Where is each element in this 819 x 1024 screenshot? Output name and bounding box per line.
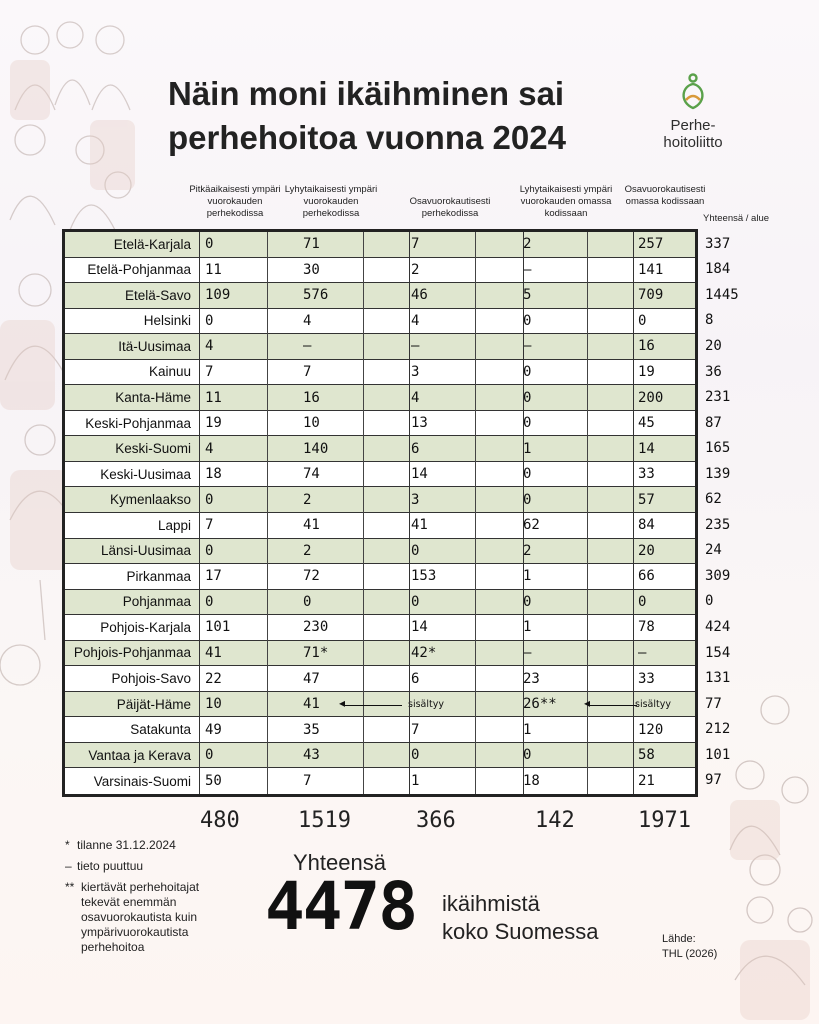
table-cell: 0	[523, 312, 532, 329]
row-total: 212	[705, 721, 731, 738]
table-cell: –	[523, 261, 532, 278]
table-cell: 45	[638, 415, 655, 432]
region-name: Kainuu	[148, 364, 191, 380]
row-total: 77	[705, 695, 722, 712]
table-cell: 0	[638, 312, 647, 329]
row-total: 184	[705, 261, 731, 278]
table-cell: 120	[638, 721, 664, 738]
table-cell: 35	[303, 721, 320, 738]
row-total: 309	[705, 567, 731, 584]
column-divider	[363, 232, 364, 794]
table-cell: 41	[303, 517, 320, 534]
table-cell: 0	[205, 491, 214, 508]
table-cell: 1	[523, 568, 532, 585]
region-name: Etelä-Savo	[124, 287, 191, 303]
table-row	[65, 768, 695, 794]
table-cell: 42*	[411, 644, 437, 661]
region-name: Päijät-Häme	[116, 696, 191, 712]
grand-total-label: Yhteensä	[293, 850, 386, 875]
table-cell: 62	[523, 517, 540, 534]
table-cell: 18	[205, 466, 222, 483]
table-cell: 71	[303, 236, 320, 253]
table-row	[65, 641, 695, 667]
row-total: 231	[705, 389, 731, 406]
table-cell: 4	[303, 312, 312, 329]
table-cell: 58	[638, 747, 655, 764]
table-cell: 6	[411, 440, 420, 457]
row-total: 154	[705, 644, 731, 661]
legend	[65, 838, 235, 961]
region-name: Etelä-Pohjanmaa	[87, 262, 191, 278]
table-cell: 41	[411, 517, 428, 534]
row-total: 337	[705, 235, 731, 252]
table-cell: 1	[523, 440, 532, 457]
row-total: 36	[705, 363, 722, 380]
legend-symbol: **	[65, 880, 75, 894]
table-cell: –	[523, 338, 532, 355]
region-name: Keski-Suomi	[115, 441, 191, 457]
row-total: 165	[705, 440, 731, 457]
grand-total-text-line1: ikäihmistä	[442, 891, 540, 916]
region-name: Länsi-Uusimaa	[100, 543, 191, 559]
column-divider	[409, 232, 410, 794]
row-total: 20	[705, 337, 722, 354]
region-name: Keski-Uusimaa	[100, 466, 191, 482]
table-cell: 0	[205, 747, 214, 764]
table-cell: 16	[638, 338, 655, 355]
table-cell: 2	[303, 491, 312, 508]
grand-total-text-line2: koko Suomessa	[442, 919, 599, 944]
grand-total-value: 4478	[265, 868, 416, 945]
table-row	[65, 258, 695, 284]
table-cell: 2	[523, 236, 532, 253]
table-cell: 21	[638, 773, 655, 790]
row-total: 235	[705, 516, 731, 533]
table-cell: 0	[411, 542, 420, 559]
table-cell: 709	[638, 287, 664, 304]
column-total: 366	[416, 808, 456, 833]
table-row	[65, 615, 695, 641]
table-cell: 0	[523, 363, 532, 380]
table-row	[65, 411, 695, 437]
table-cell: 3	[411, 491, 420, 508]
table-row	[65, 436, 695, 462]
table-cell: 4	[411, 389, 420, 406]
table-cell: sisältyy	[635, 698, 671, 710]
table-row	[65, 666, 695, 692]
table-cell: 0	[523, 747, 532, 764]
table-cell: 46	[411, 287, 428, 304]
elderly-people-illustration-right	[720, 680, 819, 1024]
column-divider	[587, 232, 588, 794]
table-cell: 0	[523, 415, 532, 432]
table-row	[65, 487, 695, 513]
table-cell: 3	[411, 363, 420, 380]
table-cell: 47	[303, 670, 320, 687]
table-row	[65, 590, 695, 616]
table-cell: 14	[411, 466, 428, 483]
table-row	[65, 513, 695, 539]
column-header-5: Osavuorokautisesti omassa kodissaan	[624, 184, 706, 207]
table-cell: 0	[523, 466, 532, 483]
table-cell: 2	[411, 261, 420, 278]
table-cell: 10	[303, 415, 320, 432]
table-cell: 2	[303, 542, 312, 559]
data-table	[62, 229, 698, 797]
table-cell: 7	[303, 363, 312, 380]
table-cell: 0	[303, 593, 312, 610]
table-row	[65, 360, 695, 386]
table-cell: 84	[638, 517, 655, 534]
arrow-left-icon	[339, 695, 402, 710]
table-cell: 20	[638, 542, 655, 559]
column-header-4: Lyhytaikaisesti ympäri vuorokauden omassa kodissaan	[519, 184, 613, 219]
table-cell: –	[411, 338, 420, 355]
column-total: 480	[200, 808, 240, 833]
table-cell: 7	[205, 517, 214, 534]
region-name: Itä-Uusimaa	[118, 338, 191, 354]
table-cell: 101	[205, 619, 231, 636]
table-cell: 14	[638, 440, 655, 457]
table-cell: sisältyy	[408, 698, 444, 710]
total-column-header: Yhteensä / alue	[703, 213, 770, 224]
legend-symbol: –	[65, 859, 72, 873]
perhehoitoliitto-logo-icon	[674, 72, 712, 112]
region-name: Etelä-Karjala	[113, 236, 191, 252]
table-cell: 23	[523, 670, 540, 687]
legend-item-rotating-caregivers	[65, 880, 235, 955]
table-cell: 0	[523, 593, 532, 610]
table-cell: 17	[205, 568, 222, 585]
logo-text-line1: Perhe-	[670, 117, 716, 134]
column-divider	[267, 232, 268, 794]
grand-total-text	[442, 890, 599, 946]
legend-text: kiertävät perhehoitajat tekevät enemmän osavuorokautista kuin ympärivuorokautista perhehoitoa	[81, 880, 200, 954]
row-total: 1445	[705, 286, 739, 303]
table-cell: 74	[303, 466, 320, 483]
region-name: Pohjois-Pohjanmaa	[73, 645, 191, 661]
table-cell: 0	[205, 312, 214, 329]
table-row	[65, 462, 695, 488]
row-total: 131	[705, 670, 731, 687]
table-cell: 0	[205, 593, 214, 610]
row-total: 424	[705, 618, 731, 635]
region-name: Vantaa ja Kerava	[88, 747, 191, 763]
table-cell: 141	[638, 261, 664, 278]
column-total: 1519	[298, 808, 351, 833]
table-cell: 7	[411, 721, 420, 738]
table-cell: 109	[205, 287, 231, 304]
table-cell: 200	[638, 389, 664, 406]
column-header-2: Lyhytaikaisesti ympäri vuorokauden perhekodissa	[284, 184, 378, 219]
legend-text: tilanne 31.12.2024	[77, 838, 176, 852]
table-cell: 0	[638, 593, 647, 610]
table-cell: 10	[205, 696, 222, 713]
table-cell: 43	[303, 747, 320, 764]
table-cell: –	[523, 644, 532, 661]
table-cell: 4	[205, 338, 214, 355]
column-divider	[633, 232, 634, 794]
table-cell: 50	[205, 773, 222, 790]
table-row	[65, 743, 695, 769]
table-row	[65, 283, 695, 309]
source-value: THL (2026)	[662, 948, 718, 960]
table-cell: 6	[411, 670, 420, 687]
table-cell: 0	[205, 542, 214, 559]
table-row	[65, 232, 695, 258]
region-name: Pohjois-Savo	[111, 671, 191, 687]
table-cell: 0	[205, 236, 214, 253]
region-name: Kymenlaakso	[109, 492, 191, 508]
region-name: Keski-Pohjanmaa	[85, 415, 191, 431]
region-name: Kanta-Häme	[115, 390, 191, 406]
table-cell: 5	[523, 287, 532, 304]
legend-text: tieto puuttuu	[77, 859, 144, 873]
table-row	[65, 717, 695, 743]
perhehoitoliitto-logo	[648, 72, 738, 151]
row-total: 0	[705, 593, 714, 610]
row-total: 62	[705, 491, 722, 508]
table-cell: 41	[205, 644, 222, 661]
table-cell: 26**	[523, 696, 557, 713]
table-row	[65, 539, 695, 565]
table-cell: 66	[638, 568, 655, 585]
region-name: Pohjanmaa	[122, 594, 191, 610]
table-cell: 1	[411, 773, 420, 790]
table-cell: 33	[638, 670, 655, 687]
region-name: Helsinki	[143, 313, 191, 329]
row-total: 24	[705, 542, 722, 559]
table-cell: 7	[303, 773, 312, 790]
table-cell: –	[638, 644, 647, 661]
row-total: 8	[705, 312, 714, 329]
table-cell: 0	[411, 593, 420, 610]
arrow-left-icon	[584, 695, 637, 710]
table-cell: 576	[303, 287, 329, 304]
column-total: 142	[535, 808, 575, 833]
table-row	[65, 334, 695, 360]
logo-text-line2: hoitoliitto	[663, 134, 723, 151]
table-row	[65, 564, 695, 590]
legend-symbol: *	[65, 838, 70, 852]
table-cell: 153	[411, 568, 437, 585]
table-cell: 0	[411, 747, 420, 764]
column-divider	[199, 232, 200, 794]
row-total: 87	[705, 414, 722, 431]
legend-item-status-date	[65, 838, 235, 853]
table-cell: 0	[523, 389, 532, 406]
region-name: Satakunta	[130, 722, 191, 738]
row-total: 97	[705, 772, 722, 789]
page-title: Näin moni ikäihminen sai perhehoitoa vuonna 2024	[168, 75, 566, 156]
table-cell: 33	[638, 466, 655, 483]
region-name: Varsinais-Suomi	[93, 773, 191, 789]
table-cell: 78	[638, 619, 655, 636]
region-name: Pohjois-Karjala	[100, 619, 191, 635]
table-cell: 49	[205, 721, 222, 738]
table-cell: 19	[205, 415, 222, 432]
arrow-head-icon: ◂	[339, 695, 346, 710]
table-cell: 4	[411, 312, 420, 329]
row-total: 139	[705, 465, 731, 482]
table-cell: 30	[303, 261, 320, 278]
column-header-3: Osavuorokautisesti perhekodissa	[409, 196, 491, 219]
column-header-1: Pitkäaikaisesti ympäri vuorokauden perhekodissa	[189, 184, 281, 219]
table-cell: 11	[205, 261, 222, 278]
table-cell: 257	[638, 236, 664, 253]
column-total: 1971	[638, 808, 691, 833]
table-cell: 1	[523, 619, 532, 636]
table-cell: 14	[411, 619, 428, 636]
table-cell: 22	[205, 670, 222, 687]
table-cell: 2	[523, 542, 532, 559]
source	[662, 932, 717, 962]
column-divider	[475, 232, 476, 794]
table-cell: 19	[638, 363, 655, 380]
region-name: Lappi	[157, 517, 191, 533]
table-cell: 57	[638, 491, 655, 508]
table-cell: 71*	[303, 644, 329, 661]
table-row	[65, 385, 695, 411]
column-divider	[523, 232, 524, 794]
table-cell: 18	[523, 773, 540, 790]
table-cell: 11	[205, 389, 222, 406]
table-cell: 13	[411, 415, 428, 432]
table-cell: 140	[303, 440, 329, 457]
legend-item-missing	[65, 859, 235, 874]
region-name: Pirkanmaa	[126, 568, 191, 584]
row-total: 101	[705, 746, 731, 763]
source-label: Lähde:	[662, 933, 696, 945]
table-cell: 0	[523, 491, 532, 508]
table-cell: 41	[303, 696, 320, 713]
table-cell: 230	[303, 619, 329, 636]
table-cell: 16	[303, 389, 320, 406]
table-cell: 1	[523, 721, 532, 738]
table-cell: 7	[411, 236, 420, 253]
arrow-head-icon: ◂	[584, 695, 591, 710]
table-cell: 4	[205, 440, 214, 457]
table-cell: –	[303, 338, 312, 355]
table-cell: 7	[205, 363, 214, 380]
table-row	[65, 309, 695, 335]
table-cell: 72	[303, 568, 320, 585]
